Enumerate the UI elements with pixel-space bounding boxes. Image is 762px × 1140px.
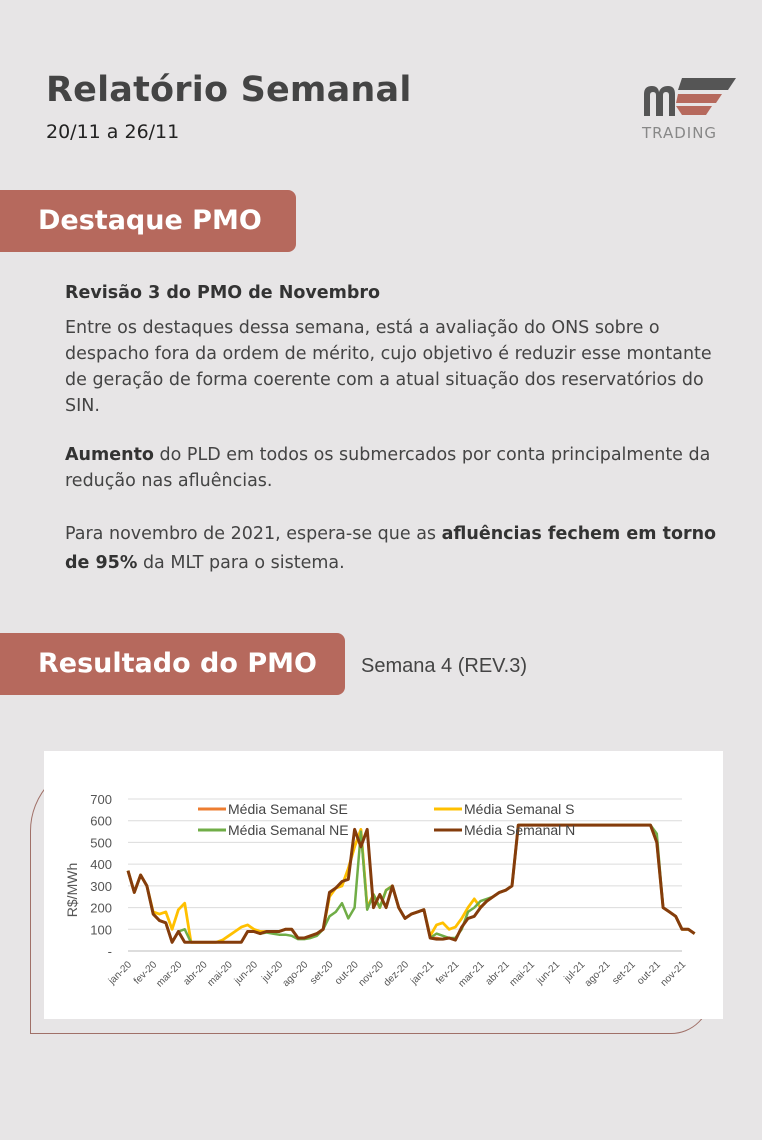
x-tick-label: jan-21 [408, 959, 437, 987]
company-logo [642, 74, 738, 146]
x-tick-label: mar-20 [154, 959, 185, 990]
y-tick-label: 500 [90, 835, 112, 851]
legend-label: Média Semanal S [464, 801, 575, 817]
destaque-paragraph-1: Entre os destaques dessa semana, está a avaliação do ONS sobre o despacho fora da ordem de mérito, cujo objetivo é reduzir esse montante de geração de forma coerente com a atual situação dos reservatórios do SIN. [65, 318, 712, 416]
resultado-banner: Resultado do PMO [0, 633, 345, 695]
x-tick-label: set-20 [308, 959, 336, 987]
x-tick-label: nov-21 [658, 959, 689, 989]
x-tick-label: dez-20 [381, 959, 412, 989]
logo-text: TRADING [642, 124, 718, 142]
y-tick-label: - [107, 944, 112, 959]
destaque-paragraph-2 [65, 442, 725, 494]
x-tick-label: mar-21 [456, 959, 487, 990]
y-tick-label: 300 [90, 878, 112, 894]
y-tick-label: 600 [90, 813, 112, 829]
destaque-banner: Destaque PMO [0, 190, 296, 252]
x-tick-label: jul-20 [260, 959, 286, 985]
y-tick-label: 700 [90, 792, 112, 807]
destaque-paragraph-3 [65, 520, 725, 578]
x-tick-label: out-21 [635, 959, 663, 988]
y-tick-label: 400 [90, 857, 112, 873]
x-tick-label: mai-20 [205, 959, 235, 989]
x-tick-label: jun-20 [232, 959, 261, 987]
paragraph-3-post: da MLT para o sistema. [137, 553, 345, 573]
pld-line-chart [44, 751, 723, 1019]
destaque-heading: Revisão 3 do PMO de Novembro [65, 283, 381, 303]
page-title: Relatório Semanal [46, 70, 412, 110]
paragraph-2-bold: Aumento [65, 445, 154, 465]
paragraph-3-bold: afluências fechem em torno de 95% [65, 524, 717, 573]
x-tick-label: mai-21 [507, 959, 538, 989]
x-tick-label: out-20 [332, 959, 361, 988]
resultado-subtitle: Semana 4 (REV.3) [361, 655, 528, 677]
paragraph-3-pre: Para novembro de 2021, espera-se que as [65, 524, 442, 544]
y-axis-label: R$/MWh [64, 862, 80, 918]
legend-label: Média Semanal SE [228, 801, 348, 817]
x-tick-label: jul-21 [562, 959, 588, 985]
x-tick-label: jun-21 [534, 959, 563, 987]
report-period: 20/11 a 26/11 [46, 121, 180, 143]
x-tick-label: fev-21 [434, 959, 462, 987]
logo-mark-icon [642, 74, 738, 124]
x-tick-label: ago-21 [582, 959, 613, 990]
x-tick-label: set-21 [610, 959, 638, 987]
x-tick-label: abr-21 [483, 959, 512, 988]
legend-label: Média Semanal NE [228, 822, 349, 838]
legend-label: Média Semanal N [464, 822, 576, 838]
x-tick-label: ago-20 [280, 959, 311, 990]
paragraph-2-rest: do PLD em todos os submercados por conta principalmente da redução nas afluências. [65, 445, 711, 491]
x-tick-label: nov-20 [356, 959, 386, 989]
x-tick-label: fev-20 [131, 959, 160, 987]
x-tick-label: jan-20 [106, 959, 135, 987]
y-tick-label: 200 [90, 900, 112, 916]
y-tick-label: 100 [90, 922, 112, 938]
x-tick-label: abr-20 [181, 959, 210, 988]
